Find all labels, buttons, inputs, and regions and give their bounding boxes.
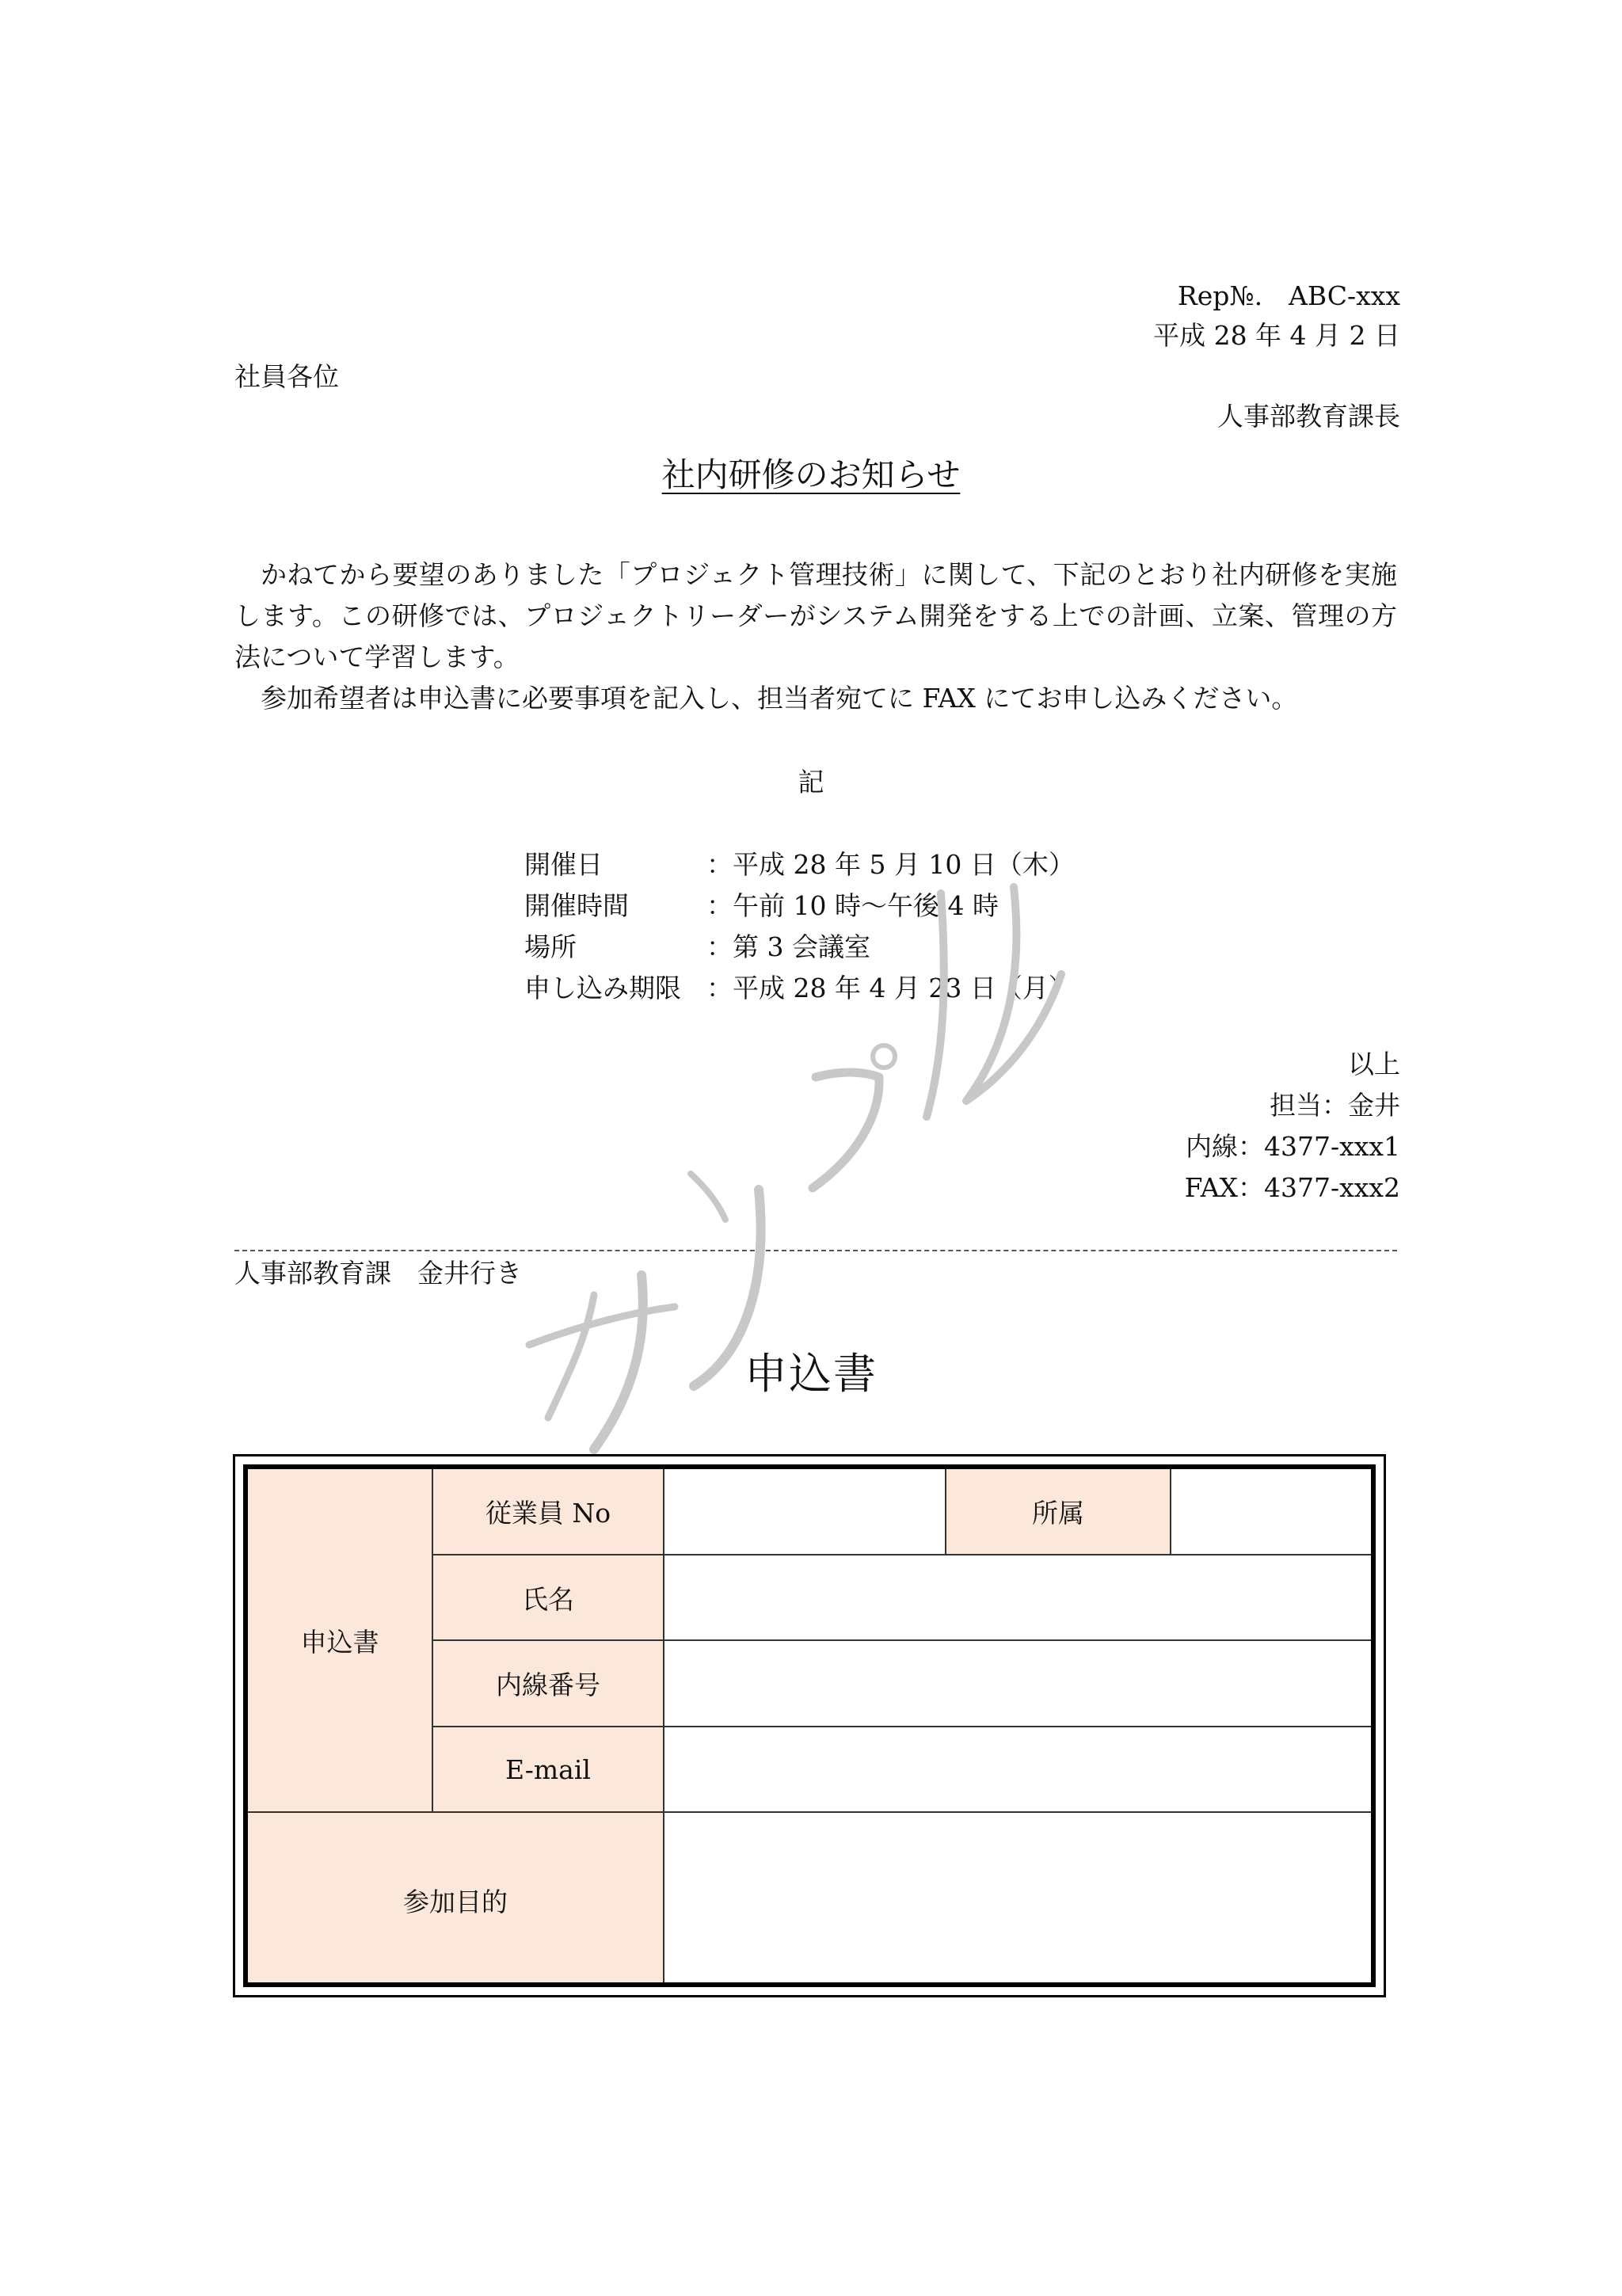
form-side-label: 申込書 [248,1469,433,1813]
document-title [0,451,1622,499]
detail-row-date [524,844,1075,885]
report-number: Rep№. ABC-xxx [1177,280,1400,311]
detail-label: 申し込み期限 [524,973,681,1003]
detail-row-deadline [524,968,1075,1009]
extension-field[interactable] [664,1641,1376,1727]
watermark-stroke [873,1045,895,1068]
return-address: 人事部教育課 金井行き [234,1258,522,1289]
document-title-text: 社内研修のお知らせ [661,455,961,494]
watermark-stroke [529,1307,675,1345]
detail-row-place [524,927,870,968]
application-form [233,1454,1386,1997]
form-title: 申込書 [744,1349,878,1399]
ki-marker: 記 [798,767,824,798]
watermark-stroke [691,1174,725,1220]
sender: 人事部教育課長 [1217,401,1400,432]
addressee: 社員各位 [234,361,339,392]
department-label: 所属 [946,1469,1171,1555]
detail-label: 場所 [524,931,577,962]
detail-label: 開催時間 [524,890,629,921]
name-label: 氏名 [433,1555,664,1641]
employee-no-label: 従業員 No [433,1469,664,1555]
issue-date: 平成 28 年 4 月 2 日 [1153,320,1400,351]
email-label: E-mail [433,1727,664,1813]
detail-row-time [524,885,999,927]
purpose-field[interactable] [664,1813,1376,1987]
body-paragraph-1: かねてから要望のありました「プロジェクト管理技術」に関して、下記のとおり社内研修を実施します。この研修では、プロジェクトリーダーがシステム開発をする上での計画、立案、管理の方法について学習します。 [234,559,1397,672]
email-field[interactable] [664,1727,1376,1813]
contact-person: 担当：金井 [1270,1090,1400,1121]
detail-value: ：午前 10 時～午後 4 時 [706,890,999,921]
detail-value: ：平成 28 年 5 月 10 日（木） [706,849,1075,880]
detail-label: 開催日 [524,849,603,880]
employee-no-field[interactable] [664,1469,946,1555]
body-paragraph-2: 参加希望者は申込書に必要事項を記入し、担当者宛てに FAX にてお申し込みください。 [261,683,1298,714]
detail-value: ：平成 28 年 4 月 23 日（月） [706,973,1075,1003]
department-field[interactable] [1171,1469,1376,1555]
contact-fax: FAX：4377-xxx2 [1184,1172,1400,1203]
name-field[interactable] [664,1555,1376,1641]
contact-extension: 内線：4377-xxx1 [1186,1131,1400,1162]
watermark-stroke [813,1072,879,1188]
purpose-label: 参加目的 [248,1813,664,1987]
detail-value: ：第 3 会議室 [706,931,870,962]
closing-mark: 以上 [1348,1049,1400,1079]
extension-label: 内線番号 [433,1641,664,1727]
cut-line [234,1250,1397,1251]
application-form-table [243,1464,1376,1987]
